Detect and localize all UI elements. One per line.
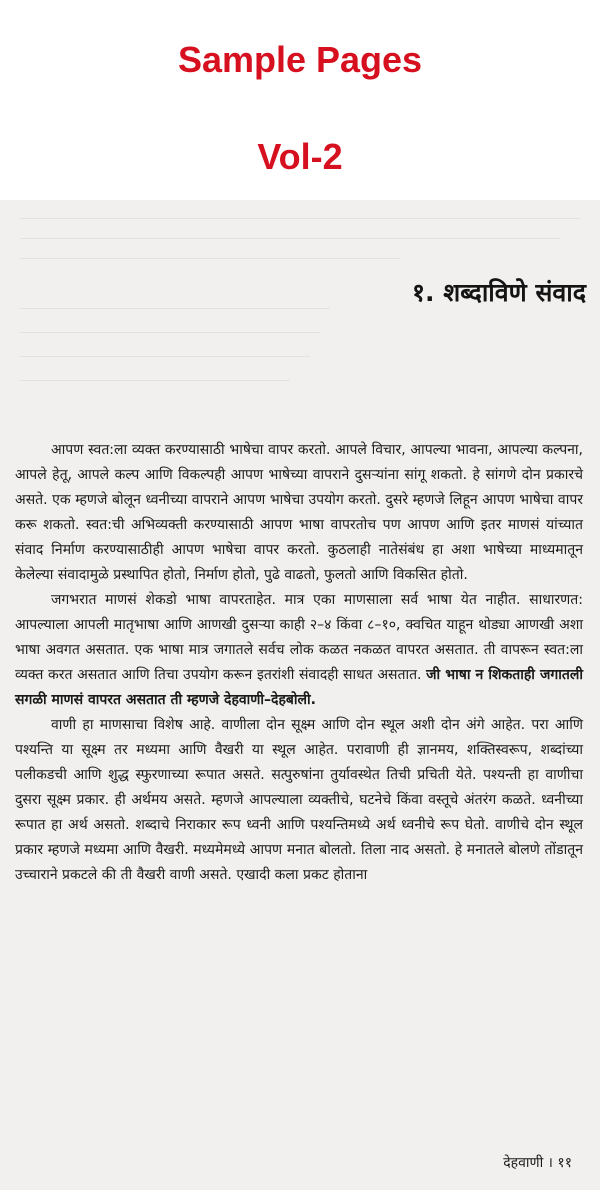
bleed-through-line <box>20 238 560 239</box>
bleed-through-line <box>20 356 310 357</box>
scanned-book-page <box>0 200 600 1190</box>
page-footer: देहवाणी । ११ <box>503 1155 572 1171</box>
sample-header <box>0 0 600 200</box>
chapter-body <box>15 438 583 888</box>
paragraph-1-text: आपण स्वत:ला व्यक्त करण्यासाठी भाषेचा वापर करतो. आपले विचार, आपल्या भावना, आपल्या कल्पना, आपले हेतू, आपले कल्प आणि विकल्पही आपण भाषेच्या वापराने दुसऱ्यांना सांगू शकतो. हे सांगणे दोन प्रकारचे असते. एक म्हणजे बोलून ध्वनीच्या वापराने आपण भाषेचा उपयोग करतो. दुसरे म्हणजे लिहून आपण भाषेचा वापर करू शकतो. स्वत:ची अभिव्यक्ती करण्यासाठी आपण भाषा वापरतोच पण आपण आणि इतर माणसं यांच्यात संवाद निर्माण करण्यासाठीही आपण भाषेचा वापर करतो. कुठलाही नातेसंबंध हा अशा भाषेच्या माध्यमातून केलेल्या संवादामुळे प्रस्थापित होतो, निर्माण होतो, पुढे वाढतो, फुलतो आणि विकसित होतो. <box>15 442 583 583</box>
bleed-through-line <box>20 380 290 381</box>
paragraph-2 <box>15 588 583 713</box>
paragraph-1 <box>15 438 583 588</box>
chapter-title: १. शब्दाविणे संवाद <box>412 278 586 307</box>
paragraph-2-bold-text: जी भाषा न शिकताही जगातली सगळी माणसं वापरत असतात ती म्हणजे देहवाणी–देहबोली. <box>15 667 583 708</box>
volume-label: Vol-2 <box>257 136 343 177</box>
bleed-through-line <box>20 258 400 259</box>
bleed-through-line <box>20 308 330 309</box>
sample-pages-title: Sample Pages <box>177 39 423 80</box>
paragraph-3 <box>15 713 583 888</box>
bleed-through-line <box>20 332 320 333</box>
bleed-through-line <box>20 218 580 219</box>
paragraph-3-text: वाणी हा माणसाचा विशेष आहे. वाणीला दोन सूक्ष्म आणि दोन स्थूल अशी दोन अंगे आहेत. परा आणि पश्यन्ति या सूक्ष्म तर मध्यमा आणि वैखरी या स्थूल आहेत. परावाणी ही ज्ञानमय, शक्तिस्वरूप, शब्दांच्या पलीकडची आणि शुद्ध स्फुरणाच्या रूपात असते. सत्पुरुषांना तुर्यावस्थेत तिची प्रचिती येते. पश्यन्ती हा वाणीचा दुसरा सूक्ष्म प्रकार. ही अर्थमय असते. म्हणजे आपल्याला व्यक्तीचे, घटनेचे किंवा वस्तूचे अंतरंग कळते. ध्वनीच्या रूपात हा अर्थ असतो. शब्दाचे निराकार रूप ध्वनी आणि पश्यन्तिमध्ये अर्थ ध्वनीचे रूप घेतो. वाणीचे दोन स्थूल प्रकार म्हणजे मध्यमा आणि वैखरी. मध्यमेमध्ये आपण मनात बोलतो. तिला नाद असतो. हे मनातले बोलणे तोंडातून उच्चाराने प्रकटले की ती वैखरी वाणी असते. एखादी कला प्रकट होताना <box>15 717 583 883</box>
paragraph-2-text: जगभरात माणसं शेकडो भाषा वापरताहेत. मात्र एका माणसाला सर्व भाषा येत नाहीत. साधारणत: आपल्याला आपली मातृभाषा आणि आणखी दुसऱ्या काही २–४ किंवा ८–१०, क्वचित याहून थोड्या आणखी अशा भाषा अवगत असतात. एक भाषा मात्र जगातले सर्वच लोक कळत नकळत वापरत असतात. ती वापरून स्वत:ला व्यक्त करत असतात आणि तिचा उपयोग करून इतरांशी संवादही साधत असतात. <box>15 592 583 683</box>
